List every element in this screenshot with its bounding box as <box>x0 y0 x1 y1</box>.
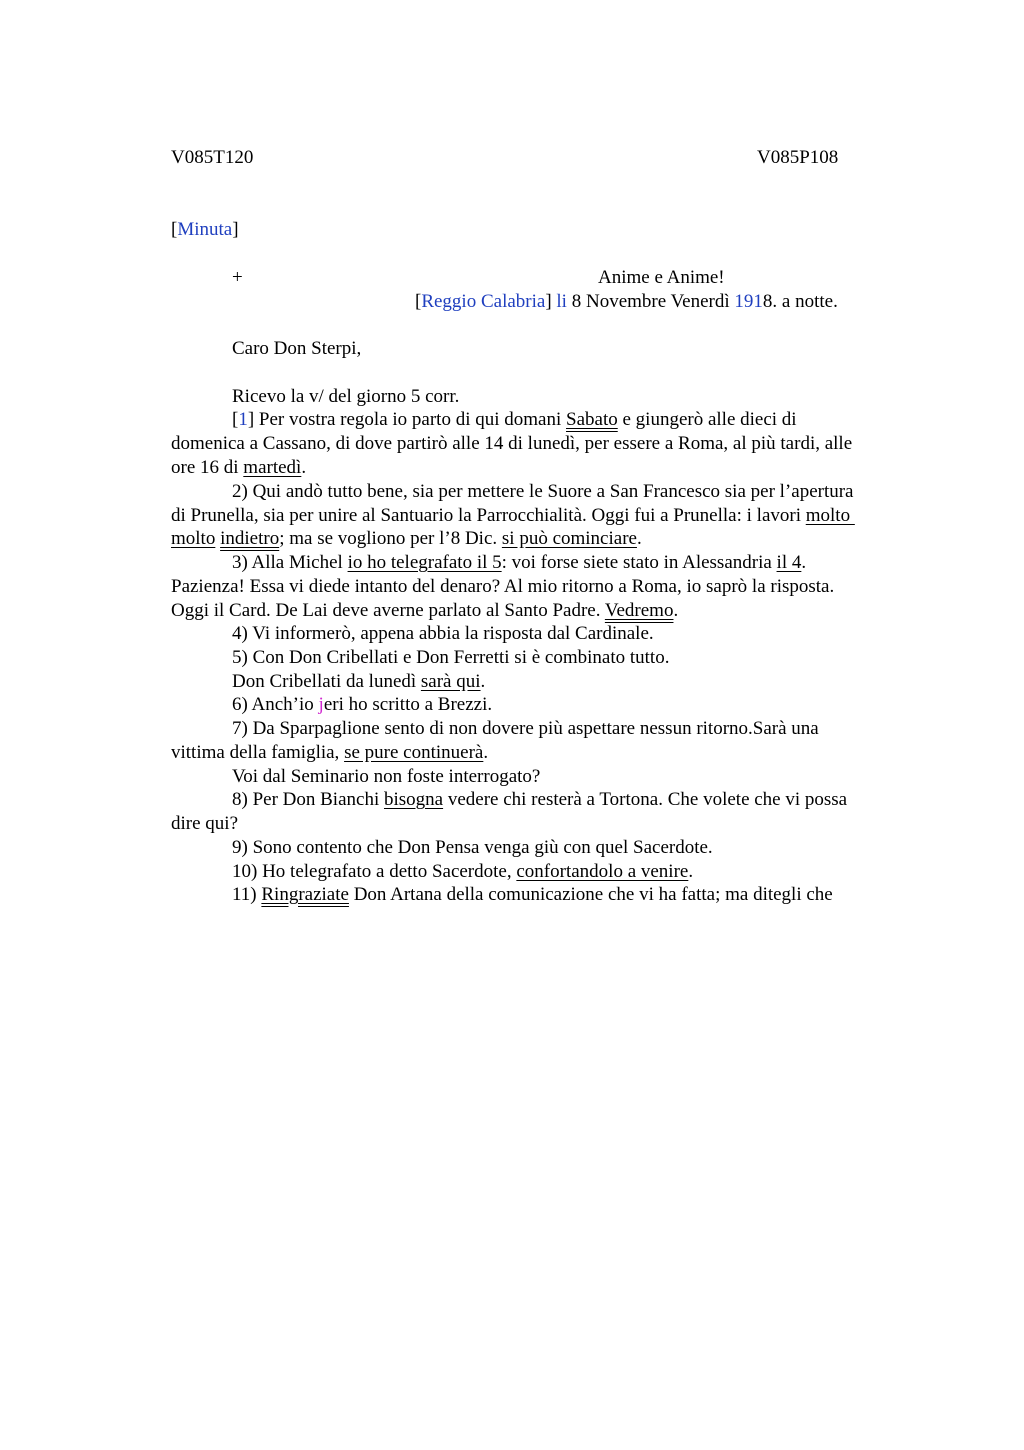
motto: Anime e Anime! <box>598 267 725 288</box>
body-line: 6) Anch’io jeri ho scritto a Brezzi. <box>232 694 493 715</box>
body-line: Ricevo la v/ del giorno 5 corr. <box>232 386 460 407</box>
salutation: Caro Don Sterpi, <box>232 338 362 359</box>
body-line: 8) Per Don Bianchi bisogna vedere chi resterà a Tortona. Che volete che vi possa <box>232 789 848 810</box>
body-line: Voi dal Seminario non foste interrogato? <box>232 766 541 787</box>
body-line: di Prunella, sia per unire al Santuario la Parrocchialità. Oggi fui a Prunella: i lavori molto <box>171 505 855 526</box>
body-line: domenica a Cassano, di dove partirò alle 14 di lunedì, per essere a Roma, al più tardi, alle <box>171 433 853 454</box>
minuta-label: [Minuta] <box>171 219 239 240</box>
body-line: 10) Ho telegrafato a detto Sacerdote, confortandolo a venire. <box>232 861 694 882</box>
body-line: Pazienza! Essa vi diede intanto del denaro? Al mio ritorno a Roma, io saprò la risposta. <box>171 576 835 597</box>
body-line: 2) Qui andò tutto bene, sia per mettere le Suore a San Francesco sia per l’apertura <box>232 481 854 502</box>
body-line: 5) Con Don Cribellati e Don Ferretti si è combinato tutto. <box>232 647 670 668</box>
document-code-right: V085P108 <box>757 147 839 168</box>
body-line: dire qui? <box>171 813 239 834</box>
cross-mark: + <box>232 267 243 288</box>
body-line: 4) Vi informerò, appena abbia la risposta dal Cardinale. <box>232 623 654 644</box>
body-line: 11) Ringraziate Don Artana della comunicazione che vi ha fatta; ma ditegli che <box>232 884 833 905</box>
body-line: 7) Da Sparpaglione sento di non dovere più aspettare nessun ritorno.Sarà una <box>232 718 819 739</box>
body-line: Oggi il Card. De Lai deve averne parlato al Santo Padre. Vedremo. <box>171 600 679 621</box>
body-line: vittima della famiglia, se pure continuerà. <box>171 742 489 763</box>
body-line: molto indietro; ma se vogliono per l’8 Dic. si può cominciare. <box>171 528 642 549</box>
body-line: [1] Per vostra regola io parto di qui domani Sabato e giungerò alle dieci di <box>232 409 797 430</box>
body-line: 3) Alla Michel io ho telegrafato il 5: voi forse siete stato in Alessandria il 4. <box>232 552 807 573</box>
body-line: ore 16 di martedì. <box>171 457 307 478</box>
document-code-left: V085T120 <box>171 147 254 168</box>
body-line: 9) Sono contento che Don Pensa venga giù con quel Sacerdote. <box>232 837 713 858</box>
date-line: [Reggio Calabria] li 8 Novembre Venerdì 1918. a notte. <box>415 291 838 312</box>
body-line: Don Cribellati da lunedì sarà qui. <box>232 671 486 692</box>
